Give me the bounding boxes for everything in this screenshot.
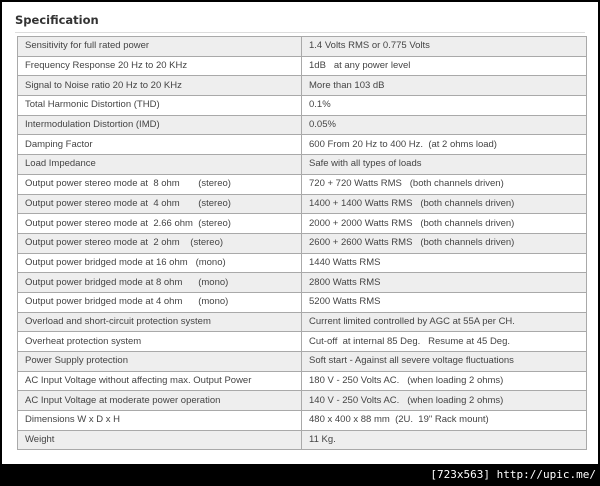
table-row xyxy=(18,174,587,194)
spec-parameter-cell: AC Input Voltage at moderate power operation xyxy=(18,391,302,411)
spec-value-cell: 5200 Watts RMS xyxy=(302,292,587,312)
spec-parameter-cell: Overheat protection system xyxy=(18,332,302,352)
spec-value-cell: 1400 + 1400 Watts RMS (both channels driven) xyxy=(302,194,587,214)
table-row xyxy=(18,96,587,116)
spec-value-cell: More than 103 dB xyxy=(302,76,587,96)
spec-parameter-cell: Frequency Response 20 Hz to 20 KHz xyxy=(18,56,302,76)
spec-parameter-cell: Output power bridged mode at 8 ohm (mono) xyxy=(18,273,302,293)
table-row xyxy=(18,37,587,57)
spec-value-cell: 2800 Watts RMS xyxy=(302,273,587,293)
spec-value-cell: 140 V - 250 Volts AC. (when loading 2 ohms) xyxy=(302,391,587,411)
table-row xyxy=(18,332,587,352)
spec-parameter-cell: Dimensions W x D x H xyxy=(18,411,302,431)
table-row xyxy=(18,273,587,293)
table-row xyxy=(18,411,587,431)
table-row xyxy=(18,312,587,332)
spec-value-cell: 0.05% xyxy=(302,115,587,135)
spec-parameter-cell: AC Input Voltage without affecting max. Output Power xyxy=(18,371,302,391)
spec-value-cell: 11 Kg. xyxy=(302,430,587,450)
table-row xyxy=(18,135,587,155)
spec-parameter-cell: Total Harmonic Distortion (THD) xyxy=(18,96,302,116)
spec-parameter-cell: Intermodulation Distortion (IMD) xyxy=(18,115,302,135)
spec-parameter-cell: Damping Factor xyxy=(18,135,302,155)
spec-parameter-cell: Output power stereo mode at 4 ohm (stereo) xyxy=(18,194,302,214)
spec-parameter-cell: Power Supply protection xyxy=(18,352,302,372)
specification-panel xyxy=(2,2,598,464)
table-row xyxy=(18,155,587,175)
spec-value-cell: 1dB at any power level xyxy=(302,56,587,76)
spec-value-cell: 180 V - 250 Volts AC. (when loading 2 ohms) xyxy=(302,371,587,391)
spec-value-cell: Soft start - Against all severe voltage fluctuations xyxy=(302,352,587,372)
spec-value-cell: Current limited controlled by AGC at 55A per CH. xyxy=(302,312,587,332)
spec-value-cell: 600 From 20 Hz to 400 Hz. (at 2 ohms load) xyxy=(302,135,587,155)
table-row xyxy=(18,233,587,253)
spec-parameter-cell: Output power bridged mode at 16 ohm (mono) xyxy=(18,253,302,273)
spec-value-cell: 1.4 Volts RMS or 0.775 Volts xyxy=(302,37,587,57)
image-host-watermark: [723x563] http://upic.me/ xyxy=(430,468,596,481)
spec-value-cell: 480 x 400 x 88 mm (2U. 19" Rack mount) xyxy=(302,411,587,431)
specification-table-body xyxy=(18,37,587,450)
spec-parameter-cell: Weight xyxy=(18,430,302,450)
table-row xyxy=(18,391,587,411)
spec-parameter-cell: Output power stereo mode at 8 ohm (stereo) xyxy=(18,174,302,194)
table-row xyxy=(18,194,587,214)
spec-value-cell: 720 + 720 Watts RMS (both channels driven) xyxy=(302,174,587,194)
spec-parameter-cell: Signal to Noise ratio 20 Hz to 20 KHz xyxy=(18,76,302,96)
section-title: Specification xyxy=(15,13,99,27)
spec-parameter-cell: Output power bridged mode at 4 ohm (mono) xyxy=(18,292,302,312)
spec-value-cell: 1440 Watts RMS xyxy=(302,253,587,273)
spec-value-cell: Cut-off at internal 85 Deg. Resume at 45 Deg. xyxy=(302,332,587,352)
spec-value-cell: Safe with all types of loads xyxy=(302,155,587,175)
table-row xyxy=(18,371,587,391)
spec-parameter-cell: Output power stereo mode at 2.66 ohm (stereo) xyxy=(18,214,302,234)
table-row xyxy=(18,352,587,372)
table-row xyxy=(18,56,587,76)
specification-table xyxy=(17,36,587,450)
spec-value-cell: 0.1% xyxy=(302,96,587,116)
table-row xyxy=(18,115,587,135)
spec-parameter-cell: Overload and short-circuit protection system xyxy=(18,312,302,332)
spec-parameter-cell: Sensitivity for full rated power xyxy=(18,37,302,57)
table-row xyxy=(18,292,587,312)
spec-parameter-cell: Output power stereo mode at 2 ohm (stereo) xyxy=(18,233,302,253)
table-row xyxy=(18,430,587,450)
spec-value-cell: 2600 + 2600 Watts RMS (both channels driven) xyxy=(302,233,587,253)
table-row xyxy=(18,214,587,234)
spec-parameter-cell: Load Impedance xyxy=(18,155,302,175)
table-row xyxy=(18,76,587,96)
table-row xyxy=(18,253,587,273)
title-divider xyxy=(15,32,585,33)
spec-value-cell: 2000 + 2000 Watts RMS (both channels driven) xyxy=(302,214,587,234)
